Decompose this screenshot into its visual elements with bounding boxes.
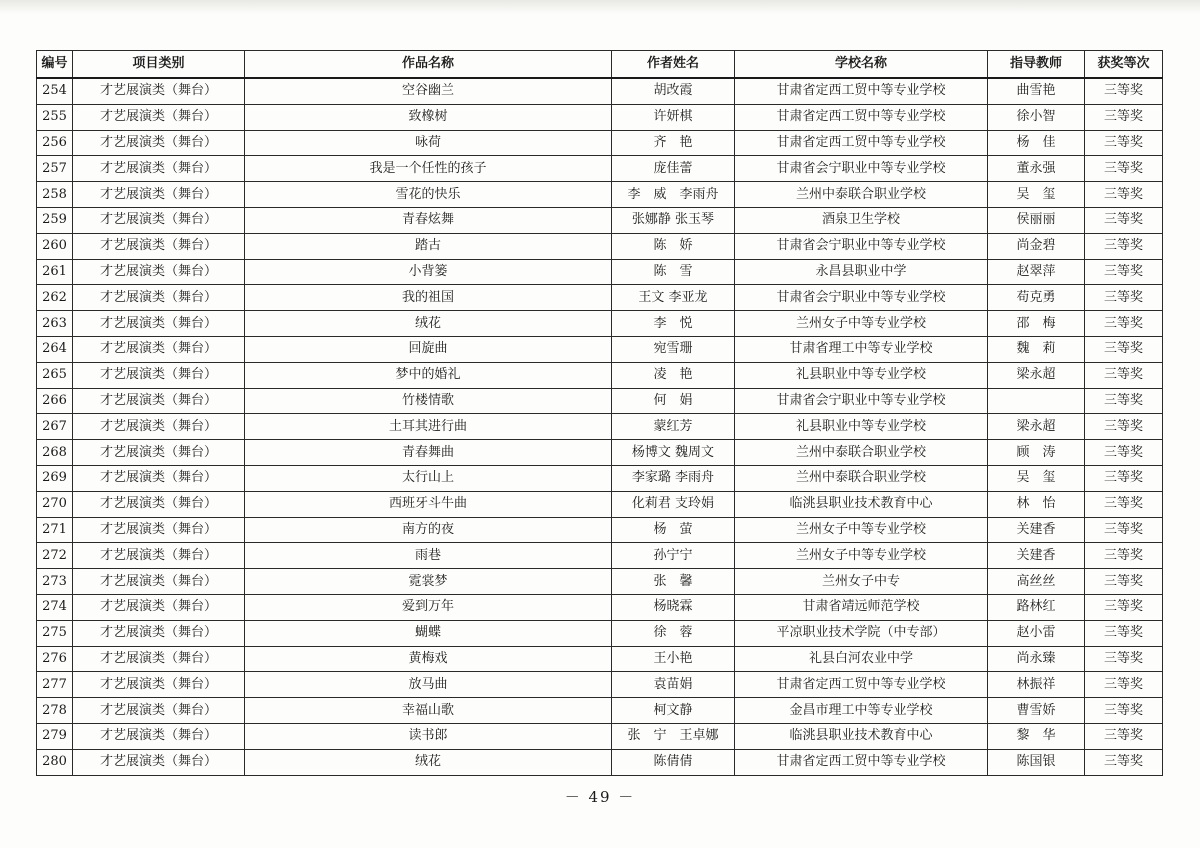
cell-work-title: 踏古 bbox=[245, 233, 612, 259]
cell-number: 265 bbox=[37, 362, 73, 388]
cell-number: 276 bbox=[37, 646, 73, 672]
cell-number: 267 bbox=[37, 414, 73, 440]
cell-work-title: 致橡树 bbox=[245, 104, 612, 130]
cell-author: 凌 艳 bbox=[612, 362, 735, 388]
table-row bbox=[37, 569, 1163, 595]
cell-award: 三等奖 bbox=[1085, 569, 1163, 595]
cell-school: 兰州中泰联合职业学校 bbox=[735, 182, 988, 208]
cell-work-title: 我的祖国 bbox=[245, 285, 612, 311]
cell-category: 才艺展演类（舞台） bbox=[73, 543, 245, 569]
cell-school: 甘肃省会宁职业中等专业学校 bbox=[735, 156, 988, 182]
cell-category: 才艺展演类（舞台） bbox=[73, 440, 245, 466]
cell-school: 甘肃省靖远师范学校 bbox=[735, 594, 988, 620]
cell-number: 274 bbox=[37, 594, 73, 620]
cell-number: 266 bbox=[37, 388, 73, 414]
cell-work-title: 太行山上 bbox=[245, 465, 612, 491]
cell-award: 三等奖 bbox=[1085, 672, 1163, 698]
cell-award: 三等奖 bbox=[1085, 336, 1163, 362]
cell-school: 甘肃省理工中等专业学校 bbox=[735, 336, 988, 362]
cell-author: 许妍棋 bbox=[612, 104, 735, 130]
table-row bbox=[37, 130, 1163, 156]
header-row bbox=[37, 51, 1163, 79]
cell-award: 三等奖 bbox=[1085, 233, 1163, 259]
cell-work-title: 小背篓 bbox=[245, 259, 612, 285]
cell-author: 陈倩倩 bbox=[612, 749, 735, 775]
cell-category: 才艺展演类（舞台） bbox=[73, 465, 245, 491]
cell-teacher: 关建香 bbox=[988, 543, 1085, 569]
cell-school: 甘肃省定西工贸中等专业学校 bbox=[735, 78, 988, 104]
cell-author: 杨晓霖 bbox=[612, 594, 735, 620]
table-row bbox=[37, 465, 1163, 491]
cell-teacher: 邵 梅 bbox=[988, 311, 1085, 337]
cell-teacher: 黎 华 bbox=[988, 723, 1085, 749]
cell-category: 才艺展演类（舞台） bbox=[73, 620, 245, 646]
cell-school: 平凉职业技术学院（中专部） bbox=[735, 620, 988, 646]
cell-category: 才艺展演类（舞台） bbox=[73, 78, 245, 104]
cell-school: 兰州女子中等专业学校 bbox=[735, 311, 988, 337]
cell-category: 才艺展演类（舞台） bbox=[73, 233, 245, 259]
cell-author: 庞佳蕾 bbox=[612, 156, 735, 182]
cell-author: 柯文静 bbox=[612, 698, 735, 724]
table-row bbox=[37, 440, 1163, 466]
cell-number: 279 bbox=[37, 723, 73, 749]
cell-teacher: 魏 莉 bbox=[988, 336, 1085, 362]
cell-number: 269 bbox=[37, 465, 73, 491]
header-school: 学校名称 bbox=[735, 51, 988, 79]
cell-category: 才艺展演类（舞台） bbox=[73, 594, 245, 620]
cell-school: 兰州女子中专 bbox=[735, 569, 988, 595]
cell-author: 杨 萤 bbox=[612, 517, 735, 543]
cell-work-title: 回旋曲 bbox=[245, 336, 612, 362]
cell-teacher: 尚金碧 bbox=[988, 233, 1085, 259]
cell-author: 张 宁 王卓娜 bbox=[612, 723, 735, 749]
cell-teacher: 吴 玺 bbox=[988, 182, 1085, 208]
cell-author: 蒙红芳 bbox=[612, 414, 735, 440]
cell-author: 王小艳 bbox=[612, 646, 735, 672]
cell-work-title: 空谷幽兰 bbox=[245, 78, 612, 104]
cell-work-title: 黄梅戏 bbox=[245, 646, 612, 672]
table-header bbox=[37, 51, 1163, 79]
cell-teacher: 曹雪娇 bbox=[988, 698, 1085, 724]
cell-author: 陈 雪 bbox=[612, 259, 735, 285]
cell-award: 三等奖 bbox=[1085, 362, 1163, 388]
cell-award: 三等奖 bbox=[1085, 285, 1163, 311]
cell-school: 礼县职业中等专业学校 bbox=[735, 362, 988, 388]
cell-category: 才艺展演类（舞台） bbox=[73, 285, 245, 311]
cell-category: 才艺展演类（舞台） bbox=[73, 698, 245, 724]
cell-award: 三等奖 bbox=[1085, 465, 1163, 491]
cell-school: 金昌市理工中等专业学校 bbox=[735, 698, 988, 724]
cell-work-title: 咏荷 bbox=[245, 130, 612, 156]
cell-category: 才艺展演类（舞台） bbox=[73, 362, 245, 388]
cell-number: 277 bbox=[37, 672, 73, 698]
cell-work-title: 读书郎 bbox=[245, 723, 612, 749]
cell-category: 才艺展演类（舞台） bbox=[73, 569, 245, 595]
cell-work-title: 绒花 bbox=[245, 749, 612, 775]
cell-teacher: 林振祥 bbox=[988, 672, 1085, 698]
header-teacher: 指导教师 bbox=[988, 51, 1085, 79]
table-row bbox=[37, 543, 1163, 569]
cell-school: 礼县职业中等专业学校 bbox=[735, 414, 988, 440]
cell-teacher: 高丝丝 bbox=[988, 569, 1085, 595]
cell-work-title: 雪花的快乐 bbox=[245, 182, 612, 208]
table-row bbox=[37, 698, 1163, 724]
cell-teacher: 徐小智 bbox=[988, 104, 1085, 130]
cell-work-title: 爱到万年 bbox=[245, 594, 612, 620]
cell-category: 才艺展演类（舞台） bbox=[73, 388, 245, 414]
table-row bbox=[37, 259, 1163, 285]
cell-award: 三等奖 bbox=[1085, 414, 1163, 440]
cell-teacher: 关建香 bbox=[988, 517, 1085, 543]
cell-school: 甘肃省定西工贸中等专业学校 bbox=[735, 672, 988, 698]
cell-category: 才艺展演类（舞台） bbox=[73, 182, 245, 208]
cell-school: 兰州中泰联合职业学校 bbox=[735, 440, 988, 466]
cell-category: 才艺展演类（舞台） bbox=[73, 259, 245, 285]
cell-teacher: 赵翠萍 bbox=[988, 259, 1085, 285]
cell-author: 齐 艳 bbox=[612, 130, 735, 156]
cell-teacher: 侯丽丽 bbox=[988, 207, 1085, 233]
cell-category: 才艺展演类（舞台） bbox=[73, 104, 245, 130]
cell-teacher bbox=[988, 388, 1085, 414]
cell-number: 262 bbox=[37, 285, 73, 311]
cell-work-title: 幸福山歌 bbox=[245, 698, 612, 724]
cell-teacher: 苟克勇 bbox=[988, 285, 1085, 311]
cell-award: 三等奖 bbox=[1085, 440, 1163, 466]
cell-category: 才艺展演类（舞台） bbox=[73, 156, 245, 182]
header-work-title: 作品名称 bbox=[245, 51, 612, 79]
cell-number: 258 bbox=[37, 182, 73, 208]
cell-school: 甘肃省会宁职业中等专业学校 bbox=[735, 233, 988, 259]
cell-author: 何 娟 bbox=[612, 388, 735, 414]
cell-teacher: 梁永超 bbox=[988, 414, 1085, 440]
cell-school: 兰州女子中等专业学校 bbox=[735, 517, 988, 543]
cell-award: 三等奖 bbox=[1085, 130, 1163, 156]
cell-author: 张娜静 张玉琴 bbox=[612, 207, 735, 233]
cell-school: 兰州中泰联合职业学校 bbox=[735, 465, 988, 491]
cell-teacher: 曲雪艳 bbox=[988, 78, 1085, 104]
cell-teacher: 路林红 bbox=[988, 594, 1085, 620]
cell-school: 甘肃省定西工贸中等专业学校 bbox=[735, 749, 988, 775]
header-number: 编号 bbox=[37, 51, 73, 79]
cell-category: 才艺展演类（舞台） bbox=[73, 646, 245, 672]
cell-number: 275 bbox=[37, 620, 73, 646]
cell-school: 甘肃省定西工贸中等专业学校 bbox=[735, 104, 988, 130]
cell-work-title: 西班牙斗牛曲 bbox=[245, 491, 612, 517]
cell-category: 才艺展演类（舞台） bbox=[73, 749, 245, 775]
table-row bbox=[37, 414, 1163, 440]
table-row bbox=[37, 620, 1163, 646]
cell-award: 三等奖 bbox=[1085, 388, 1163, 414]
cell-category: 才艺展演类（舞台） bbox=[73, 414, 245, 440]
cell-number: 272 bbox=[37, 543, 73, 569]
table-row bbox=[37, 594, 1163, 620]
table-row bbox=[37, 104, 1163, 130]
table-row bbox=[37, 78, 1163, 104]
table-row bbox=[37, 156, 1163, 182]
cell-school: 临洮县职业技术教育中心 bbox=[735, 723, 988, 749]
cell-number: 271 bbox=[37, 517, 73, 543]
cell-award: 三等奖 bbox=[1085, 156, 1163, 182]
cell-author: 杨博文 魏周文 bbox=[612, 440, 735, 466]
cell-author: 宛雪珊 bbox=[612, 336, 735, 362]
cell-teacher: 梁永超 bbox=[988, 362, 1085, 388]
cell-author: 袁苗娟 bbox=[612, 672, 735, 698]
cell-award: 三等奖 bbox=[1085, 311, 1163, 337]
table-row bbox=[37, 388, 1163, 414]
table-row bbox=[37, 672, 1163, 698]
cell-author: 胡改霞 bbox=[612, 78, 735, 104]
cell-number: 259 bbox=[37, 207, 73, 233]
table-row bbox=[37, 517, 1163, 543]
cell-award: 三等奖 bbox=[1085, 78, 1163, 104]
cell-category: 才艺展演类（舞台） bbox=[73, 311, 245, 337]
table-row bbox=[37, 491, 1163, 517]
cell-teacher: 董永强 bbox=[988, 156, 1085, 182]
cell-category: 才艺展演类（舞台） bbox=[73, 491, 245, 517]
cell-award: 三等奖 bbox=[1085, 723, 1163, 749]
cell-work-title: 绒花 bbox=[245, 311, 612, 337]
scan-edge bbox=[0, 0, 1200, 14]
cell-teacher: 尚永臻 bbox=[988, 646, 1085, 672]
cell-number: 270 bbox=[37, 491, 73, 517]
cell-author: 李 威 李雨舟 bbox=[612, 182, 735, 208]
cell-school: 临洮县职业技术教育中心 bbox=[735, 491, 988, 517]
cell-school: 礼县白河农业中学 bbox=[735, 646, 988, 672]
cell-author: 李家璐 李雨舟 bbox=[612, 465, 735, 491]
cell-work-title: 雨巷 bbox=[245, 543, 612, 569]
cell-number: 255 bbox=[37, 104, 73, 130]
cell-teacher: 杨 佳 bbox=[988, 130, 1085, 156]
cell-work-title: 竹楼情歌 bbox=[245, 388, 612, 414]
cell-number: 264 bbox=[37, 336, 73, 362]
table-row bbox=[37, 723, 1163, 749]
cell-school: 兰州女子中等专业学校 bbox=[735, 543, 988, 569]
cell-award: 三等奖 bbox=[1085, 620, 1163, 646]
table-row bbox=[37, 749, 1163, 775]
cell-award: 三等奖 bbox=[1085, 646, 1163, 672]
cell-school: 永昌县职业中学 bbox=[735, 259, 988, 285]
cell-award: 三等奖 bbox=[1085, 182, 1163, 208]
cell-work-title: 我是一个任性的孩子 bbox=[245, 156, 612, 182]
cell-author: 孙宁宁 bbox=[612, 543, 735, 569]
cell-category: 才艺展演类（舞台） bbox=[73, 723, 245, 749]
table-row bbox=[37, 233, 1163, 259]
cell-number: 257 bbox=[37, 156, 73, 182]
cell-author: 王文 李亚龙 bbox=[612, 285, 735, 311]
cell-work-title: 青春炫舞 bbox=[245, 207, 612, 233]
cell-work-title: 蝴蝶 bbox=[245, 620, 612, 646]
cell-number: 261 bbox=[37, 259, 73, 285]
cell-award: 三等奖 bbox=[1085, 517, 1163, 543]
cell-author: 化莉君 支玲娟 bbox=[612, 491, 735, 517]
cell-school: 酒泉卫生学校 bbox=[735, 207, 988, 233]
cell-award: 三等奖 bbox=[1085, 749, 1163, 775]
cell-school: 甘肃省会宁职业中等专业学校 bbox=[735, 388, 988, 414]
table-row bbox=[37, 182, 1163, 208]
cell-category: 才艺展演类（舞台） bbox=[73, 672, 245, 698]
cell-author: 李 悦 bbox=[612, 311, 735, 337]
header-author: 作者姓名 bbox=[612, 51, 735, 79]
cell-work-title: 土耳其进行曲 bbox=[245, 414, 612, 440]
cell-number: 254 bbox=[37, 78, 73, 104]
header-category: 项目类别 bbox=[73, 51, 245, 79]
cell-number: 268 bbox=[37, 440, 73, 466]
cell-award: 三等奖 bbox=[1085, 594, 1163, 620]
cell-teacher: 顾 涛 bbox=[988, 440, 1085, 466]
cell-work-title: 霓裳梦 bbox=[245, 569, 612, 595]
cell-author: 张 馨 bbox=[612, 569, 735, 595]
table-body bbox=[37, 78, 1163, 775]
cell-award: 三等奖 bbox=[1085, 104, 1163, 130]
table-row bbox=[37, 285, 1163, 311]
cell-teacher: 赵小雷 bbox=[988, 620, 1085, 646]
cell-award: 三等奖 bbox=[1085, 207, 1163, 233]
header-award: 获奖等次 bbox=[1085, 51, 1163, 79]
table-row bbox=[37, 336, 1163, 362]
cell-category: 才艺展演类（舞台） bbox=[73, 336, 245, 362]
table-row bbox=[37, 311, 1163, 337]
cell-work-title: 南方的夜 bbox=[245, 517, 612, 543]
cell-work-title: 放马曲 bbox=[245, 672, 612, 698]
cell-author: 徐 蓉 bbox=[612, 620, 735, 646]
page-number: － 49 － bbox=[564, 788, 636, 806]
cell-category: 才艺展演类（舞台） bbox=[73, 517, 245, 543]
cell-award: 三等奖 bbox=[1085, 543, 1163, 569]
table-row bbox=[37, 207, 1163, 233]
cell-category: 才艺展演类（舞台） bbox=[73, 130, 245, 156]
cell-award: 三等奖 bbox=[1085, 259, 1163, 285]
cell-number: 280 bbox=[37, 749, 73, 775]
cell-number: 256 bbox=[37, 130, 73, 156]
cell-teacher: 吴 玺 bbox=[988, 465, 1085, 491]
cell-work-title: 青春舞曲 bbox=[245, 440, 612, 466]
cell-award: 三等奖 bbox=[1085, 491, 1163, 517]
cell-teacher: 林 怡 bbox=[988, 491, 1085, 517]
cell-number: 273 bbox=[37, 569, 73, 595]
cell-number: 263 bbox=[37, 311, 73, 337]
cell-work-title: 梦中的婚礼 bbox=[245, 362, 612, 388]
cell-category: 才艺展演类（舞台） bbox=[73, 207, 245, 233]
table-row bbox=[37, 362, 1163, 388]
awards-table bbox=[36, 50, 1163, 776]
cell-number: 260 bbox=[37, 233, 73, 259]
cell-teacher: 陈国银 bbox=[988, 749, 1085, 775]
cell-author: 陈 娇 bbox=[612, 233, 735, 259]
table-row bbox=[37, 646, 1163, 672]
cell-school: 甘肃省会宁职业中等专业学校 bbox=[735, 285, 988, 311]
cell-number: 278 bbox=[37, 698, 73, 724]
cell-school: 甘肃省定西工贸中等专业学校 bbox=[735, 130, 988, 156]
cell-award: 三等奖 bbox=[1085, 698, 1163, 724]
